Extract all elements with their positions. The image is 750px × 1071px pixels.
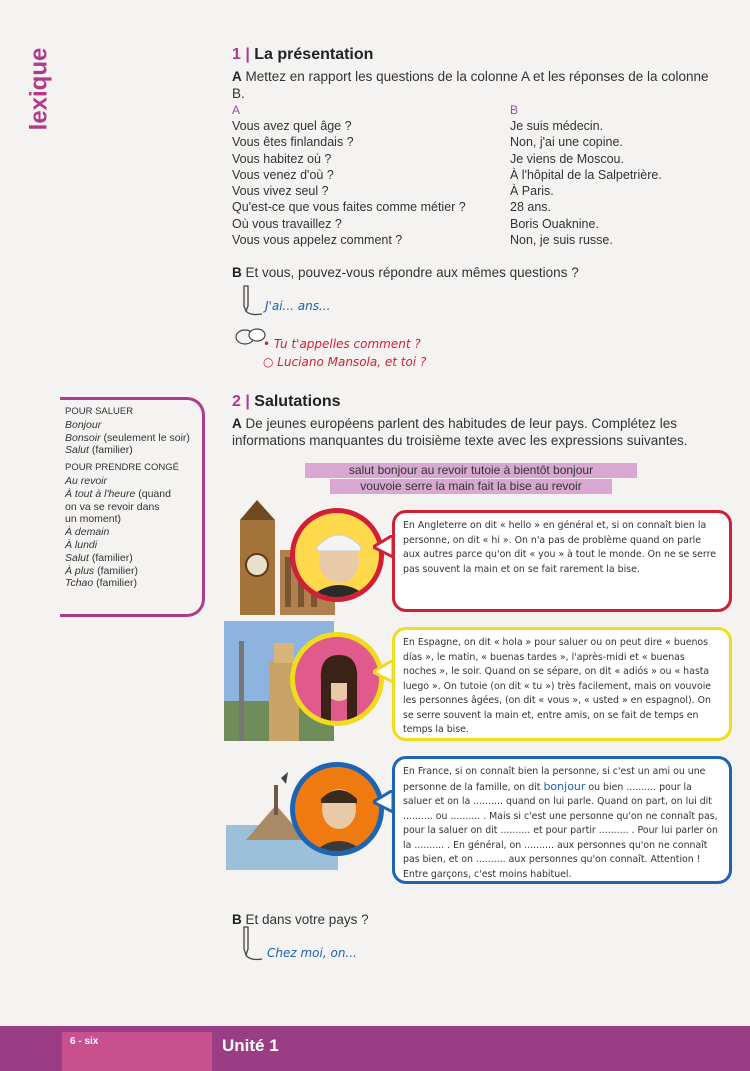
- column-b-list: [510, 118, 662, 248]
- dialog-line-2: ○ Luciano Mansola, et toi ?: [263, 355, 427, 369]
- sidebar-line: À lundi: [65, 538, 98, 551]
- speech-pointer: [373, 535, 393, 559]
- list-item: Vous êtes finlandais ?: [232, 135, 354, 150]
- sidebar-line: Bonsoir (seulement le soir): [65, 431, 190, 444]
- section1-number: 1: [232, 46, 241, 63]
- france-example-word: bonjour: [543, 779, 586, 793]
- list-item: Non, j'ai une copine.: [510, 135, 623, 150]
- list-item: Vous venez d'où ?: [232, 167, 334, 182]
- list-item: Vous vivez seul ?: [232, 184, 329, 199]
- sidebar-line: Au revoir: [65, 474, 108, 487]
- list-item: Vous vous appelez comment ?: [232, 233, 403, 248]
- part-b-letter: B: [232, 265, 242, 280]
- sidebar-line: Salut (familier): [65, 444, 133, 457]
- sidebar-line: Tchao (familier): [65, 577, 137, 590]
- speech-pointer: [373, 790, 393, 814]
- speech-pointer: [373, 660, 393, 684]
- instruction-letter: A: [232, 416, 242, 431]
- france-text-start: En France, si on connaît bien la personne, si c'est un ami ou une personne de la famille, on dit: [403, 766, 706, 793]
- column-b-head: B: [510, 103, 519, 117]
- side-tab-label: lexique: [25, 47, 53, 131]
- sidebar-line: un moment): [65, 513, 122, 526]
- list-item: Boris Ouaknine.: [510, 216, 599, 231]
- speech-bubble-france: [392, 756, 732, 884]
- section2-title-text: Salutations: [254, 393, 341, 410]
- sidebar-line: À demain: [65, 526, 110, 539]
- part-b-text: Et dans votre pays ?: [245, 912, 369, 927]
- section1-part-b: [232, 264, 579, 281]
- list-item: Vous avez quel âge ?: [232, 119, 352, 133]
- speech-bubble-spain: En Espagne, on dit « hola » pour saluer ou on peut dire « buenos días », le matin, « buenas tardes », l'après-midi et « buenas noches », le soir. Quand on se sépare, on dit « adiós » ou « hasta luego ». On tutoie (on dit « tu ») très facilement, mais on vouvoie les personnes âgées, (on dit « vous », « usted » en espagnol). On se serre souvent la main et, entre amis, on se fait de temps en temps la bise.: [392, 627, 732, 741]
- section2-title: 2 | Salutations: [232, 393, 341, 410]
- greetings-sidebar: [60, 397, 205, 617]
- portrait-spain: [290, 632, 384, 726]
- list-item: Qu'est-ce que vous faites comme métier ?: [232, 200, 466, 215]
- sidebar-heading: POUR SALUER: [65, 406, 134, 417]
- column-a-list: [232, 118, 466, 248]
- list-item: Je viens de Moscou.: [510, 151, 624, 166]
- section1-title-text: La présentation: [254, 46, 374, 63]
- instruction-text: Mettez en rapport les questions de la colonne A et les réponses de la colonne B.: [232, 69, 709, 101]
- section2-instruction: [232, 415, 722, 449]
- list-item: 28 ans.: [510, 200, 552, 215]
- section1-instruction: [232, 68, 722, 102]
- list-item: Je suis médecin.: [510, 119, 604, 133]
- list-item: Où vous travaillez ?: [232, 216, 342, 231]
- handwritten-answer-2: Chez moi, on...: [267, 946, 357, 960]
- section1-title: 1 | La présentation: [232, 46, 374, 63]
- footer-bar: [0, 1026, 750, 1071]
- list-item: Vous habitez où ?: [232, 151, 332, 166]
- portrait-france: [290, 762, 384, 856]
- sidebar-line: Salut (familier): [65, 551, 133, 564]
- list-item: Non, je suis russe.: [510, 233, 613, 248]
- section2-number: 2: [232, 393, 241, 410]
- pencil-icon: [238, 925, 266, 965]
- part-b-letter: B: [232, 912, 242, 927]
- unit-label: Unité 1: [222, 1036, 279, 1055]
- list-item: À Paris.: [510, 184, 554, 199]
- sidebar-line: on va se revoir dans: [65, 500, 160, 513]
- pencil-icon: [238, 284, 266, 320]
- expressions-line-1: salut bonjour au revoir tutoie à bientôt bonjour: [305, 463, 637, 478]
- instruction-letter: A: [232, 69, 242, 84]
- part-b-text: Et vous, pouvez-vous répondre aux mêmes questions ?: [245, 265, 579, 280]
- column-a-head: A: [232, 103, 241, 117]
- dialog-line-1: • Tu t'appelles comment ?: [263, 337, 421, 351]
- list-item: À l'hôpital de la Salpetrière.: [510, 167, 662, 182]
- sidebar-line: À tout à l'heure (quand: [65, 487, 171, 500]
- sidebar-heading: POUR PRENDRE CONGÉ: [65, 462, 180, 474]
- portrait-england: [290, 508, 384, 602]
- page-number: 6 - six: [70, 1036, 99, 1047]
- instruction-text: De jeunes européens parlent des habitudes de leur pays. Complétez les informations manquantes du troisième texte avec les expressions suivantes.: [232, 416, 688, 448]
- france-text-end: ou bien .......... pour la saluer et on la .......... quand on lui parle. Quand on part, on lui dit .......... ou .......... . Mais si c'est une personne qu'on ne connaît pas, pour la saluer on dit .......... et pour partir .......... . Pour lui parler on la .......... . En général, on .......... aux personnes qu'on ne connaît pas bien, et on .......... aux personnes qu'on connaît. Attention ! Entre garçons, c'est moins habituel.: [403, 781, 718, 880]
- side-tab: [22, 45, 53, 131]
- handwritten-answer-1: J'ai... ans...: [265, 299, 331, 313]
- sidebar-line: Bonjour: [65, 418, 102, 431]
- speech-bubble-england: En Angleterre on dit « hello » en général et, si on connaît bien la personne, on dit « hi ». On n'a pas de problème quand on parle aux autres parce qu'on dit « you » à tout le monde. On ne se serre pas souvent la main et on se fait rarement la bise.: [392, 510, 732, 612]
- expressions-line-2: vouvoie serre la main fait la bise au revoir: [330, 479, 612, 494]
- sidebar-line: À plus (familier): [65, 564, 138, 577]
